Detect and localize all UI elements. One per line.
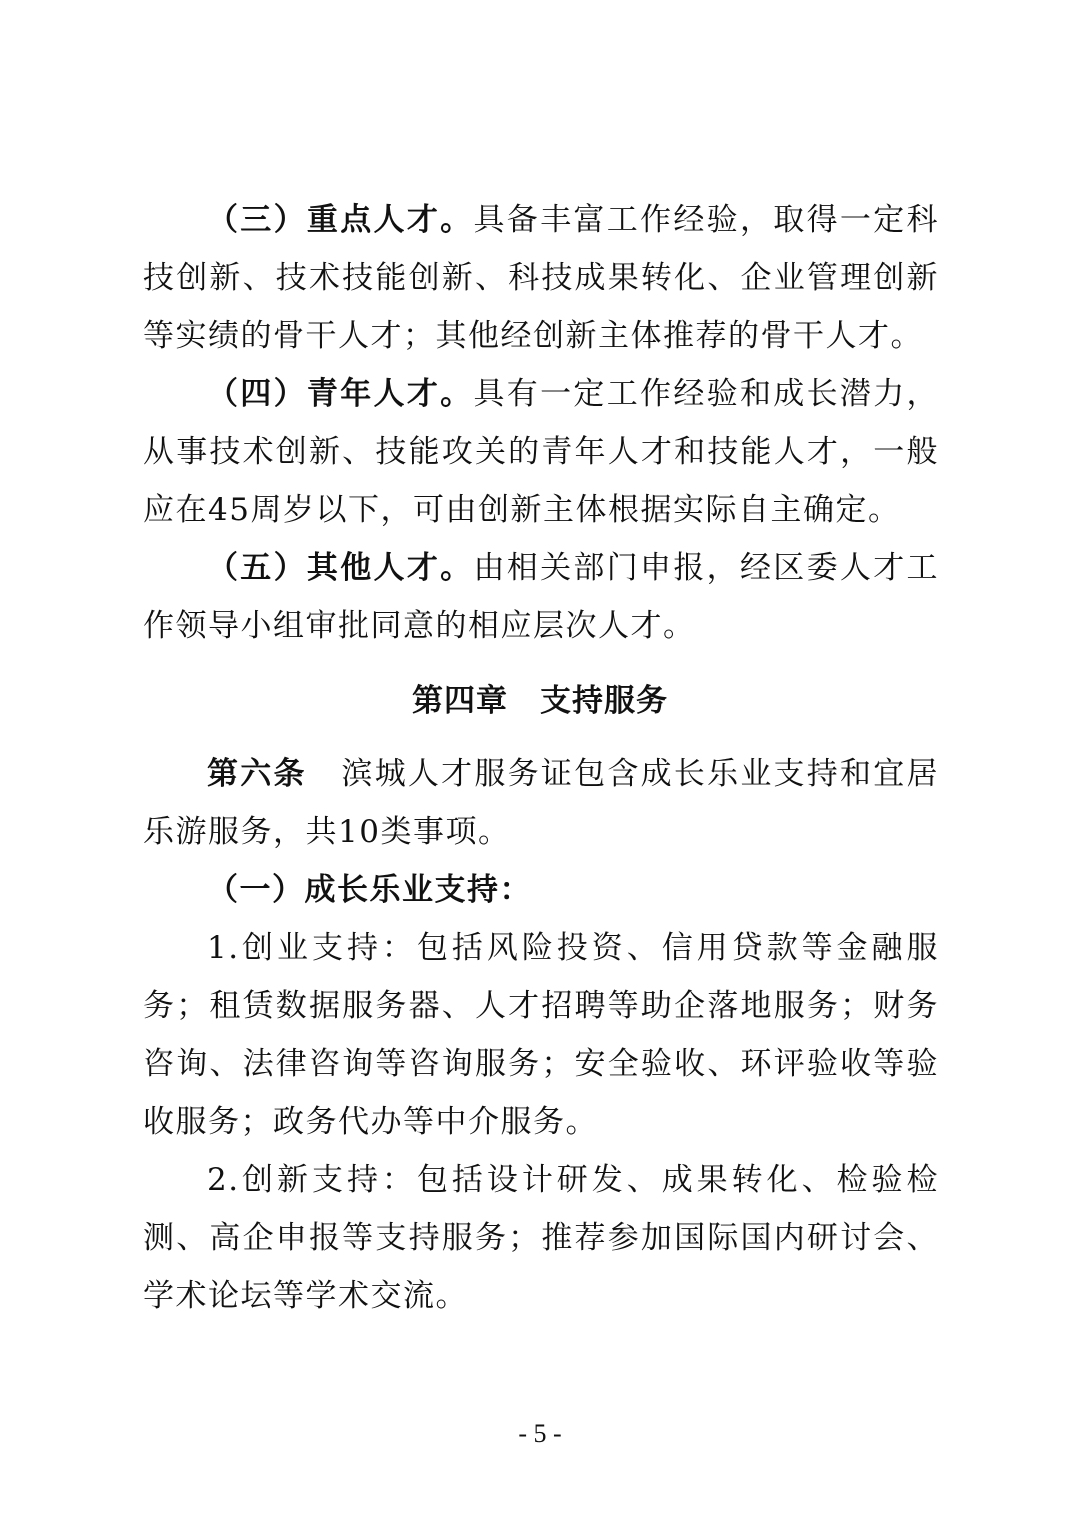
- paragraph-text: 由相关部门申报，经区委人才工作领导小组审批同意的相应层次人才。: [143, 550, 940, 644]
- page-number: - 5 -: [518, 1419, 562, 1448]
- list-item-innovation: 2.创新支持：包括设计研发、成果转化、检验检测、高企申报等支持服务；推荐参加国际国内研讨会、学术论坛等学术交流。: [143, 1162, 939, 1314]
- article-text: 滨城人才服务证包含成长乐业支持和宜居乐游服务，共10类事项。: [143, 756, 940, 850]
- paragraph-lead: （四）青年人才。: [207, 376, 474, 412]
- paragraph-text: 具备丰富工作经验，取得一定科技创新、技术技能创新、科技成果转化、企业管理创新等实绩的骨干人才；其他经创新主体推荐的骨干人才。: [143, 202, 940, 354]
- section-heading: （一）成长乐业支持：: [207, 872, 532, 908]
- paragraph-lead: （五）其他人才。: [207, 550, 474, 586]
- article-six: [143, 745, 939, 861]
- paragraph-lead: （三）重点人才。: [207, 202, 474, 238]
- paragraph-key-talent: [143, 191, 939, 365]
- paragraph-other-talent: [143, 539, 939, 655]
- paragraph-text: 具有一定工作经验和成长潜力，从事技术创新、技能攻关的青年人才和技能人才，一般应在45周岁以下，可由创新主体根据实际自主确定。: [143, 376, 940, 528]
- chapter-heading: [0, 672, 1080, 730]
- article-lead: 第六条: [207, 756, 307, 792]
- list-item-entrepreneurship: 1.创业支持：包括风险投资、信用贷款等金融服务；租赁数据服务器、人才招聘等助企落地服务；财务咨询、法律咨询等咨询服务；安全验收、环评验收等验收服务；政务代办等中介服务。: [143, 930, 939, 1140]
- chapter-number: 第四章: [412, 683, 508, 719]
- paragraph-young-talent: [143, 365, 939, 539]
- chapter-title: 支持服务: [540, 683, 668, 719]
